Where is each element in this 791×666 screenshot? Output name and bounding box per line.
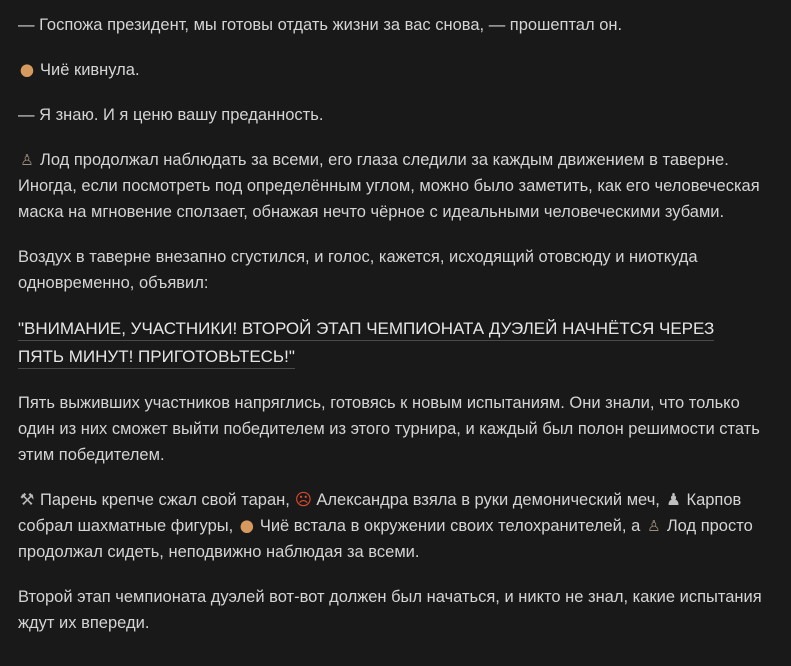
paragraph-five-survivors: Пять выживших участников напряглись, готовясь к новым испытаниям. Они знали, что только один из них сможет выйти победителем из этого турнира, и каждый был полон решимости стать этим победителем. [18,394,760,464]
announcement-line-2: ПЯТЬ МИНУТ! ПРИГОТОВЬТЕСЬ!" [18,347,295,369]
text-lod-sitting: Лод просто продолжал сидеть, неподвижно наблюдая за всеми. [18,517,753,561]
standing-man-emoji-icon: ♙ [20,151,34,169]
angry-face-emoji-icon: ☹ [294,490,312,509]
girl-emoji-icon: ● [239,516,255,535]
standing-man-emoji-icon: ♙ [647,517,661,535]
chat-message-content [18,12,778,655]
text-chiyo-guards: Чиё встала в окружении своих телохранителей, а [259,517,641,535]
paragraph-i-know: — Я знаю. И я ценю вашу преданность. [18,106,324,124]
girl-emoji-icon: ● [19,60,35,79]
paragraph-text: Чиё кивнула. [40,61,140,79]
paragraph-president-whisper: — Госпожа президент, мы готовы отдать жизни за вас снова, — прошептал он. [18,16,623,34]
hammer-emoji-icon: ⚒ [19,490,35,509]
announcement-quote [18,315,778,371]
paragraph-text: Лод продолжал наблюдать за всеми, его глаза следили за каждым движением в таверне. Иногда, если посмотреть под определённым углом, можно было заметить, как его человеческая маска на мгновение сползает, обнажая нечто чёрное с идеальными человеческими зубами. [18,151,760,221]
text-alexandra-sword: Александра взяла в руки демонический меч, [316,491,660,509]
paragraph-voice-announce: Воздух в таверне внезапно сгустился, и голос, кажется, исходящий отовсюду и ниоткуда одновременно, объявил: [18,248,698,292]
text-karpov-chess: Карпов собрал шахматные фигуры, [18,491,742,535]
paragraph-participants-prepare [18,487,778,565]
paragraph-lod-observing [18,147,778,225]
text-guy-ram: Парень крепче сжал свой таран, [40,491,290,509]
announcement-line-1: "ВНИМАНИЕ, УЧАСТНИКИ! ВТОРОЙ ЭТАП ЧЕМПИОНАТА ДУЭЛЕЙ НАЧНЁТСЯ ЧЕРЕЗ [18,319,714,341]
paragraph-second-stage: Второй этап чемпионата дуэлей вот-вот должен был начаться, и никто не знал, какие испытания ждут их впереди. [18,588,762,632]
paragraph-chiyo-nod [18,57,778,83]
chess-pawn-emoji-icon: ♟ [666,490,681,509]
